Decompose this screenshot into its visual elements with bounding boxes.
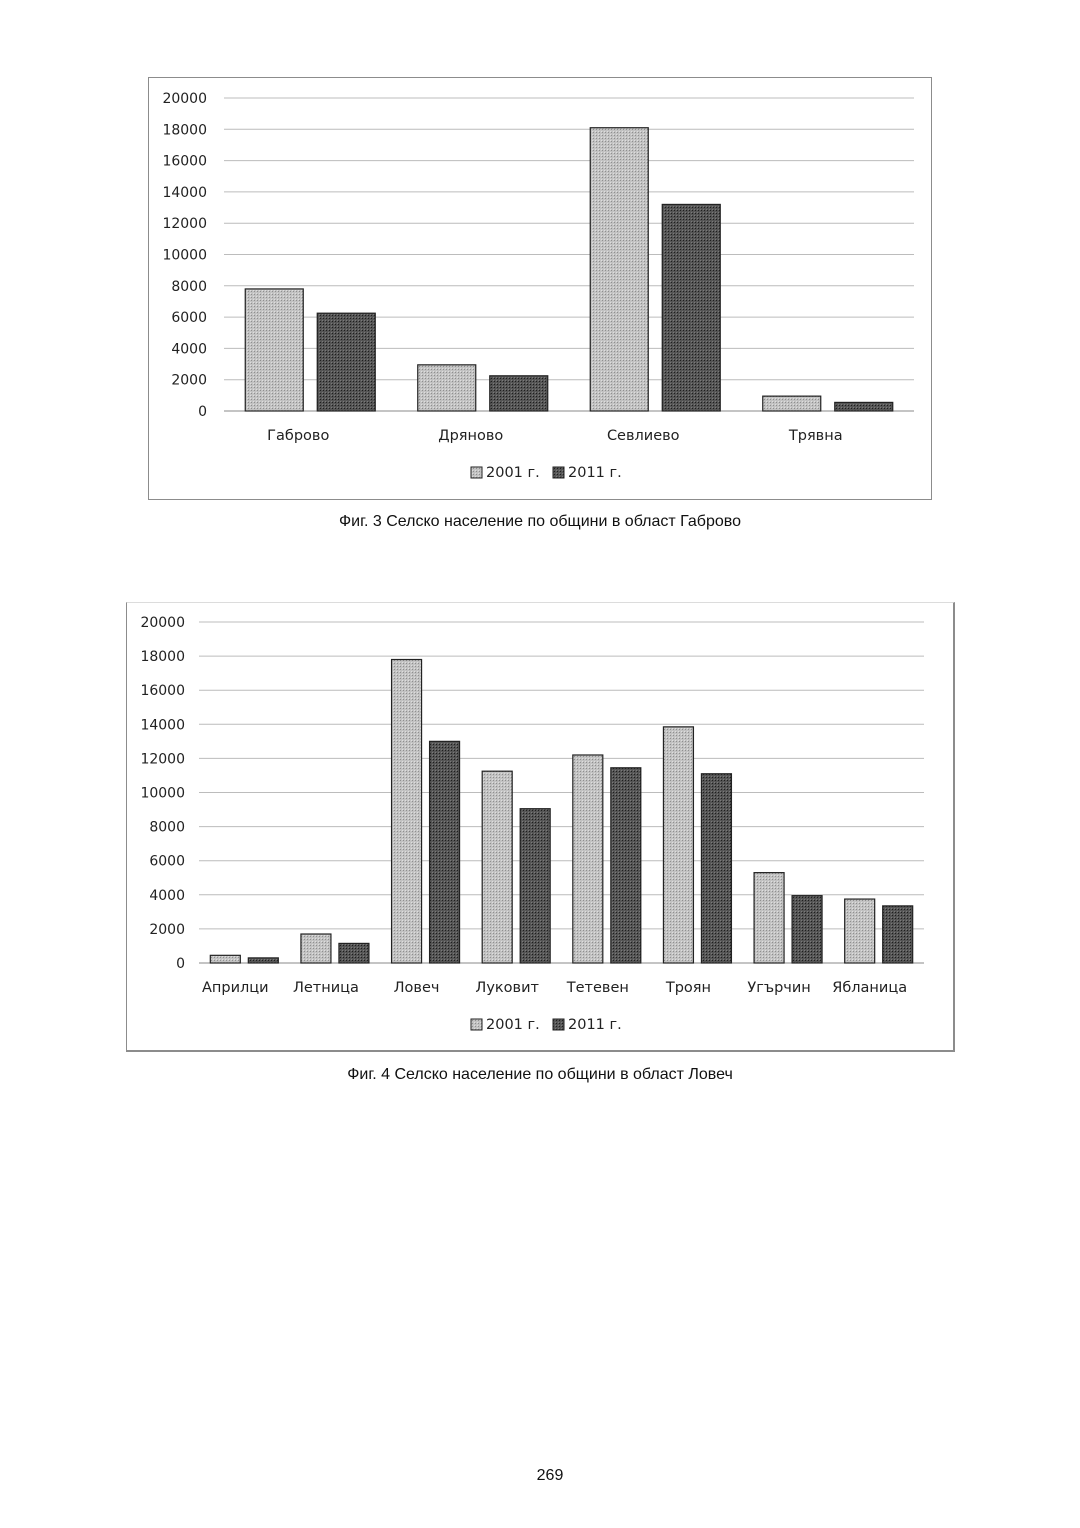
bar-2001-1 (418, 365, 476, 411)
x-category-label: Габрово (267, 428, 330, 444)
bar-2011-7 (883, 906, 913, 963)
y-tick-label: 14000 (162, 184, 207, 201)
bar-2001-7 (845, 899, 875, 963)
y-tick-label: 8000 (171, 278, 207, 295)
bar-2001-0 (210, 955, 240, 963)
y-tick-label: 4000 (149, 887, 185, 904)
legend-label: 2011 г. (568, 1017, 622, 1033)
y-tick-label: 14000 (140, 717, 185, 734)
y-tick-label: 2000 (171, 372, 207, 389)
y-tick-label: 4000 (171, 341, 207, 358)
x-category-label: Трявна (788, 428, 843, 444)
legend-label: 2001 г. (486, 1017, 540, 1033)
chart-lovech (126, 602, 955, 1052)
chart-gabrovo-svg (149, 78, 933, 501)
y-tick-label: 16000 (140, 683, 185, 700)
bar-2001-4 (573, 755, 603, 963)
page-number: 269 (536, 1467, 564, 1484)
legend-swatch-2001 (471, 1019, 482, 1030)
y-tick-label: 10000 (140, 785, 185, 802)
x-category-label: Севлиево (606, 428, 680, 444)
y-tick-label: 2000 (149, 921, 185, 938)
bar-2011-6 (792, 896, 822, 963)
bar-2001-2 (392, 660, 422, 963)
x-category-label: Ловеч (393, 980, 440, 996)
bar-2011-2 (662, 204, 720, 411)
x-category-label: Априлци (202, 980, 269, 996)
chart-lovech-svg (127, 603, 956, 1053)
y-tick-label: 0 (198, 404, 207, 420)
y-tick-label: 20000 (140, 615, 185, 631)
figure-3-caption: Фиг. 3 Селско население по общини в област Габрово (339, 513, 741, 530)
y-tick-label: 20000 (162, 91, 207, 107)
bar-2011-4 (611, 768, 641, 963)
y-tick-label: 16000 (162, 153, 207, 170)
y-tick-label: 12000 (140, 751, 185, 768)
bar-2001-2 (590, 128, 648, 411)
legend-label: 2011 г. (568, 465, 622, 481)
y-tick-label: 10000 (162, 247, 207, 264)
bar-2011-1 (339, 943, 369, 963)
bar-2001-0 (245, 289, 303, 411)
bar-2011-3 (835, 402, 893, 411)
figure-4-caption: Фиг. 4 Селско население по общини в област Ловеч (347, 1066, 733, 1083)
y-tick-label: 6000 (171, 310, 207, 327)
y-tick-label: 12000 (162, 216, 207, 233)
x-category-label: Летница (292, 980, 359, 996)
x-category-label: Дряново (438, 428, 504, 444)
bar-2001-3 (763, 396, 821, 411)
x-category-label: Тетевен (566, 980, 629, 996)
legend-label: 2001 г. (486, 465, 540, 481)
bar-2011-0 (248, 958, 278, 963)
bar-2001-6 (754, 873, 784, 963)
x-category-label: Луковит (475, 980, 539, 996)
y-tick-label: 0 (176, 956, 185, 972)
bar-2011-0 (317, 313, 375, 411)
y-tick-label: 18000 (162, 122, 207, 139)
legend-swatch-2011 (553, 1019, 564, 1030)
bar-2001-3 (482, 771, 512, 963)
bar-2011-1 (490, 376, 548, 411)
x-category-label: Угърчин (747, 980, 811, 996)
x-category-label: Троян (665, 980, 712, 996)
y-tick-label: 8000 (149, 819, 185, 836)
bar-2011-2 (430, 741, 460, 963)
bar-2011-3 (520, 809, 550, 963)
bar-2001-1 (301, 934, 331, 963)
bar-2011-5 (701, 774, 731, 963)
y-tick-label: 6000 (149, 853, 185, 870)
bar-2001-5 (663, 727, 693, 963)
chart-gabrovo (148, 77, 932, 500)
legend-swatch-2001 (471, 467, 482, 478)
y-tick-label: 18000 (140, 649, 185, 666)
legend-swatch-2011 (553, 467, 564, 478)
x-category-label: Ябланица (832, 980, 908, 996)
